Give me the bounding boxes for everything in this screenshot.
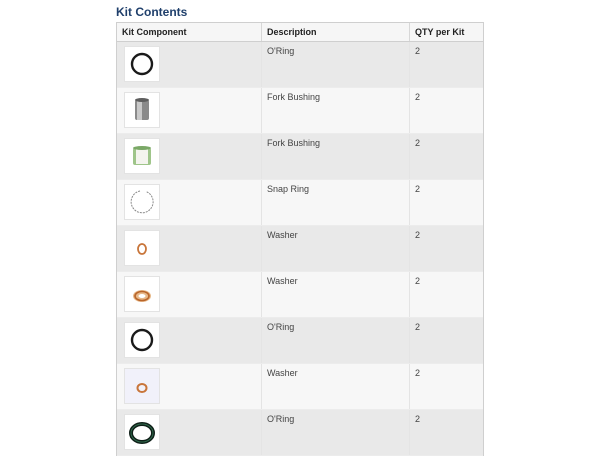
table-row bbox=[117, 318, 483, 364]
description-cell: Washer bbox=[262, 364, 410, 409]
qty-cell: 2 bbox=[415, 46, 421, 56]
table-row bbox=[117, 180, 483, 226]
table-row bbox=[117, 226, 483, 272]
description-cell: Fork Bushing bbox=[262, 88, 410, 133]
table-row bbox=[117, 272, 483, 318]
washer-copper-small-icon bbox=[127, 371, 157, 401]
table-row bbox=[117, 42, 483, 88]
component-cell bbox=[117, 272, 262, 317]
header-description: Description bbox=[262, 23, 410, 41]
description-cell: Washer bbox=[262, 272, 410, 317]
table-header-row bbox=[117, 23, 483, 42]
qty-cell: 2 bbox=[415, 368, 421, 378]
component-thumbnail[interactable] bbox=[124, 276, 160, 312]
qty-cell: 2 bbox=[415, 230, 421, 240]
header-kit-component: Kit Component bbox=[117, 23, 262, 41]
description-cell: Fork Bushing bbox=[262, 134, 410, 179]
section-title: Kit Contents bbox=[116, 5, 188, 19]
snap-ring-icon bbox=[127, 187, 157, 217]
component-cell bbox=[117, 226, 262, 271]
component-thumbnail[interactable] bbox=[124, 414, 160, 450]
oring-icon bbox=[127, 49, 157, 79]
oring-green-icon bbox=[127, 417, 157, 447]
table-row bbox=[117, 364, 483, 410]
washer-thick-copper-icon bbox=[127, 279, 157, 309]
fork-bushing-icon bbox=[127, 95, 157, 125]
qty-cell: 2 bbox=[415, 184, 421, 194]
component-cell bbox=[117, 318, 262, 363]
qty-cell: 2 bbox=[415, 414, 421, 424]
qty-cell: 2 bbox=[415, 276, 421, 286]
component-thumbnail[interactable] bbox=[124, 230, 160, 266]
component-thumbnail[interactable] bbox=[124, 184, 160, 220]
description-cell: Washer bbox=[262, 226, 410, 271]
component-thumbnail[interactable] bbox=[124, 138, 160, 174]
qty-cell: 2 bbox=[415, 92, 421, 102]
qty-cell: 2 bbox=[415, 138, 421, 148]
component-cell bbox=[117, 42, 262, 87]
header-qty-per-kit: QTY per Kit bbox=[415, 27, 465, 37]
washer-copper-icon bbox=[127, 233, 157, 263]
description-cell: O'Ring bbox=[262, 318, 410, 363]
component-cell bbox=[117, 364, 262, 409]
description-cell: Snap Ring bbox=[262, 180, 410, 225]
qty-cell: 2 bbox=[415, 322, 421, 332]
component-cell bbox=[117, 410, 262, 455]
component-thumbnail[interactable] bbox=[124, 368, 160, 404]
component-cell bbox=[117, 134, 262, 179]
component-thumbnail[interactable] bbox=[124, 322, 160, 358]
component-cell bbox=[117, 180, 262, 225]
description-cell: O'Ring bbox=[262, 42, 410, 87]
oring-icon bbox=[127, 325, 157, 355]
kit-contents-table bbox=[116, 22, 484, 456]
table-row bbox=[117, 134, 483, 180]
fork-bushing-green-icon bbox=[127, 141, 157, 171]
component-thumbnail[interactable] bbox=[124, 92, 160, 128]
table-row bbox=[117, 410, 483, 456]
description-cell: O'Ring bbox=[262, 410, 410, 455]
component-cell bbox=[117, 88, 262, 133]
table-row bbox=[117, 88, 483, 134]
component-thumbnail[interactable] bbox=[124, 46, 160, 82]
kit-contents-section bbox=[116, 0, 484, 456]
